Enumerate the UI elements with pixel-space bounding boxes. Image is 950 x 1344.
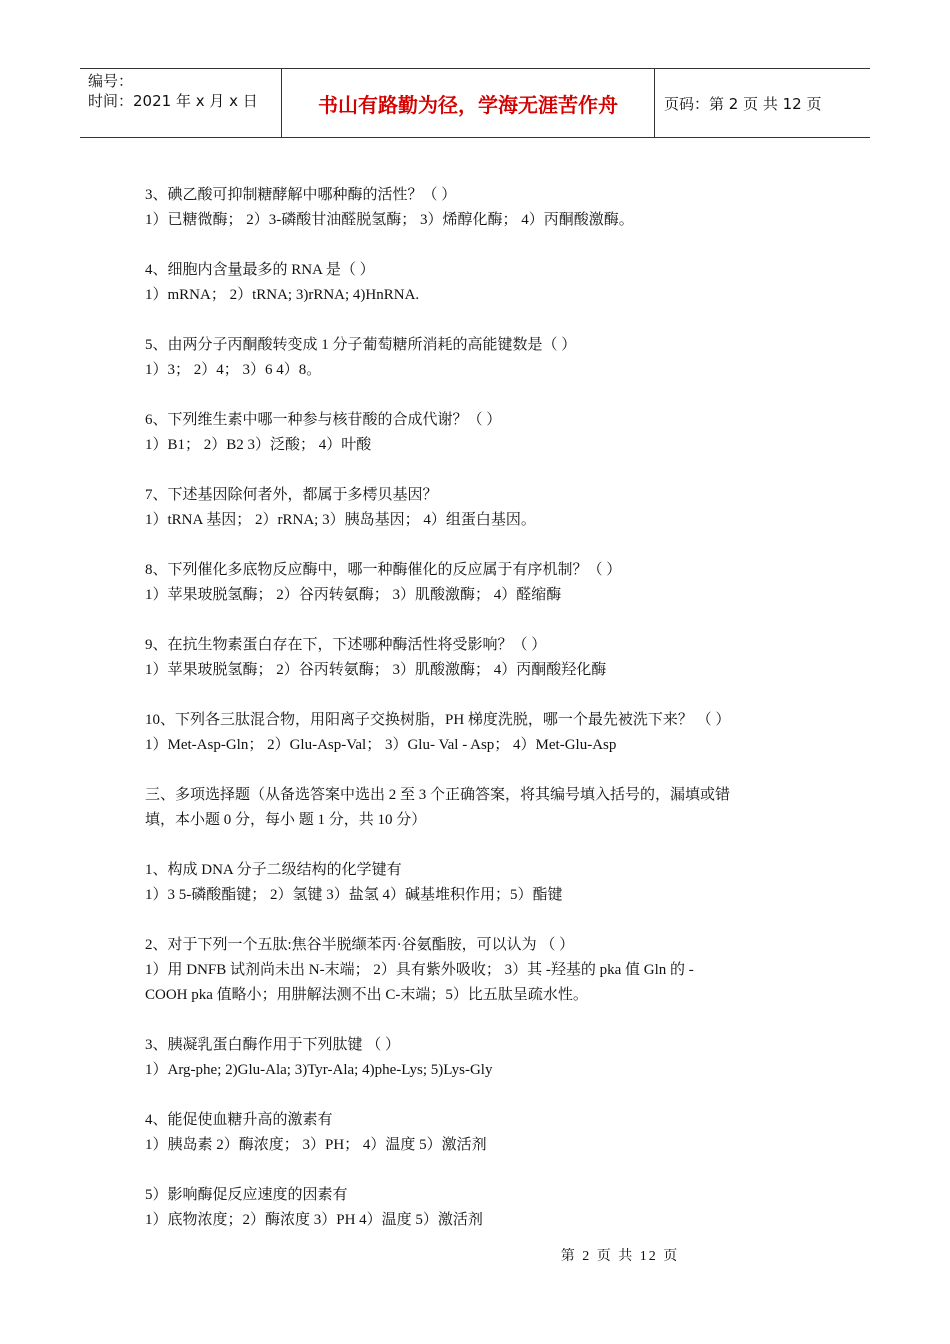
answer-options: 1）Arg-phe; 2)Glu-Ala; 3)Tyr-Ala; 4)phe-Lys; 5)Lys-Gly [145, 1062, 493, 1078]
question-block [145, 933, 810, 1008]
question-text: 3、胰凝乳蛋白酶作用于下列肽键 （ ） [145, 1037, 401, 1053]
answer-options: 1）3； 2）4； 3）6 4）8。 [145, 362, 322, 378]
question-text: 10、下列各三肽混合物，用阳离子交换树脂，PH 梯度洗脱，哪一个最先被洗下来？ （ ） [145, 712, 731, 728]
question-text: 7、下述基因除何者外，都属于多樗贝基因？ [145, 487, 438, 503]
header-page-info: 页码：第 2 页 共 12 页 [664, 94, 822, 113]
question-text: 4、细胞内含量最多的 RNA 是（ ） [145, 262, 375, 278]
header-divider [654, 69, 655, 137]
header-motto: 书山有路勤为径，学海无涯苦作舟 [318, 92, 618, 117]
question-text: 1、构成 DNA 分子二级结构的化学键有 [145, 862, 402, 878]
question-text: 2、对于下列一个五肽:焦谷半脱缬苯丙·谷氨酯胺，可以认为 （ ） [145, 937, 575, 953]
question-text: 3、碘乙酸可抑制糖酵解中哪种酶的活性？（ ） [145, 187, 457, 203]
answer-options: 1）底物浓度；2）酶浓度 3）PH 4）温度 5）激活剂 [145, 1212, 483, 1228]
question-text: 5）影响酶促反应速度的因素有 [145, 1187, 348, 1203]
doc-time-label: 时间：2021 年 x 月 x 日 [88, 92, 258, 110]
question-block [145, 1033, 810, 1083]
answer-options: 1）mRNA； 2）tRNA; 3)rRNA; 4)HnRNA. [145, 287, 420, 303]
answer-options: 1）3 5-磷酸酯键； 2）氢键 3）盐氢 4）碱基堆积作用；5）酯键 [145, 887, 563, 903]
question-block [145, 408, 810, 458]
question-text: 6、下列维生素中哪一种参与核苷酸的合成代谢？（ ） [145, 412, 502, 428]
answer-options: COOH pka 值略小；用肼解法测不出 C-末端；5）比五肽呈疏水性。 [145, 987, 588, 1003]
page-footer: 第 2 页 共 12 页 [560, 1249, 680, 1264]
answer-options: 1）苹果玻脱氢酶； 2）谷丙转氨酶； 3）肌酸激酶； 4）醛缩酶 [145, 587, 562, 603]
question-block [145, 858, 810, 908]
question-block [145, 558, 810, 608]
question-text: 9、在抗生物素蛋白存在下，下述哪种酶活性将受影响？（ ） [145, 637, 547, 653]
question-block [145, 633, 810, 683]
question-text: 8、下列催化多底物反应酶中，哪一种酶催化的反应属于有序机制？（ ） [145, 562, 622, 578]
question-block [145, 1183, 810, 1233]
question-block [145, 708, 810, 758]
answer-options: 1）已糖微酶； 2）3-磷酸甘油醛脱氢酶； 3）烯醇化酶； 4）丙酮酸激酶。 [145, 212, 634, 228]
header-meta [88, 71, 278, 111]
answer-options: 1）Met-Asp-Gln； 2）Glu-Asp-Val； 3）Glu- Val - Asp； 4）Met-Glu-Asp [145, 737, 617, 753]
answer-options: 1）用 DNFB 试剂尚未出 N-末端； 2）具有紫外吸收； 3）其 -羟基的 pka 值 Gln 的 - [145, 962, 694, 978]
answer-options: 1）tRNA 基因； 2）rRNA; 3）胰岛基因； 4）组蛋白基因。 [145, 512, 536, 528]
answer-options: 1）苹果玻脱氢酶； 2）谷丙转氨酶； 3）肌酸激酶； 4）丙酮酸羟化酶 [145, 662, 607, 678]
doc-number-label: 编号： [88, 72, 134, 90]
question-block [145, 333, 810, 383]
section-heading-line: 三、多项选择题（从备选答案中选出 2 至 3 个正确答案，将其编号填入括号的，漏填或错 [145, 787, 731, 803]
section-heading-line: 填，本小题 0 分，每小 题 1 分，共 10 分） [145, 812, 427, 828]
question-block [145, 483, 810, 533]
page-header [80, 68, 870, 138]
section-heading [145, 783, 810, 833]
answer-options: 1）B1； 2）B2 3）泛酸； 4）叶酸 [145, 437, 372, 453]
question-block [145, 258, 810, 308]
question-block [145, 183, 810, 233]
answer-options: 1）胰岛素 2）酶浓度； 3）PH； 4）温度 5）激活剂 [145, 1137, 487, 1153]
question-text: 5、由两分子丙酮酸转变成 1 分子葡萄糖所消耗的高能键数是（ ） [145, 337, 577, 353]
document-body [145, 183, 810, 1258]
question-text: 4、能促使血糖升高的激素有 [145, 1112, 333, 1128]
question-block [145, 1108, 810, 1158]
